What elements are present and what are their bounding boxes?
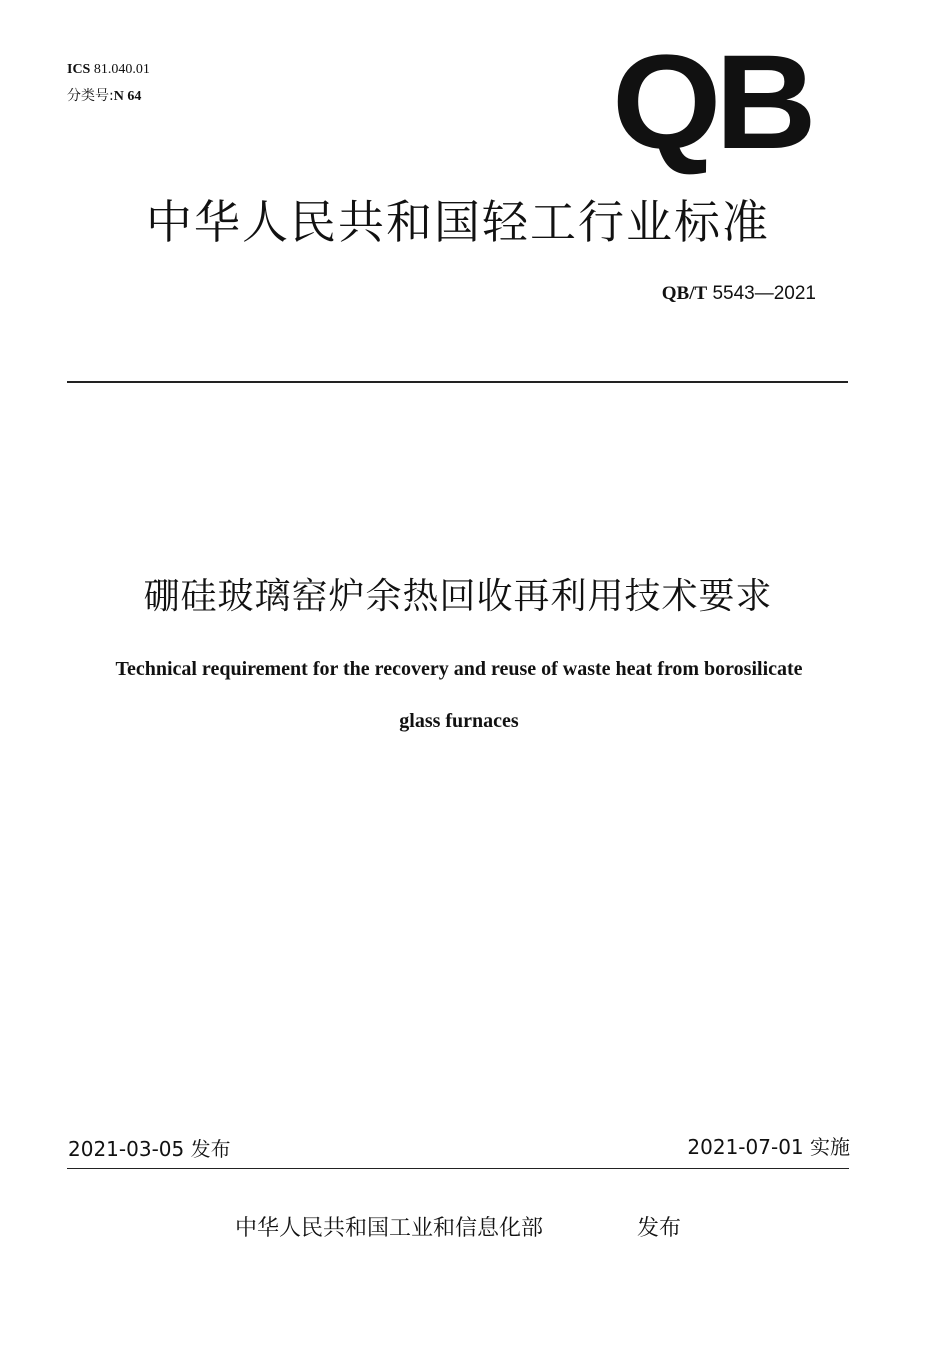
classification-code bbox=[67, 87, 141, 106]
publisher-label: 发布 bbox=[637, 1216, 682, 1241]
top-divider bbox=[67, 381, 848, 383]
issue-date-value: 2021-03-05 bbox=[68, 1137, 185, 1161]
document-title-cn-text: 硼硅玻璃窑炉余热回收再利用技术要求 bbox=[143, 576, 773, 617]
standard-number bbox=[662, 282, 816, 306]
ics-code bbox=[67, 61, 150, 79]
document-title-en-line2: glass furnaces bbox=[399, 710, 519, 732]
implementation-date-value: 2021-07-01 bbox=[687, 1135, 804, 1159]
standard-category-text: 中华人民共和国轻工行业标准 bbox=[146, 195, 770, 249]
implementation-date-label: 实施 bbox=[810, 1135, 850, 1159]
bottom-divider bbox=[67, 1168, 849, 1169]
qb-logo: QB bbox=[612, 28, 811, 177]
document-title-en-line1: Technical requirement for the recovery and reuse of waste heat from borosilicate bbox=[115, 658, 803, 680]
classification-label: 分类号: bbox=[67, 88, 114, 104]
document-title-cn bbox=[0, 574, 950, 620]
issue-date bbox=[68, 1136, 231, 1162]
issue-date-label: 发布 bbox=[190, 1137, 231, 1161]
classification-value: N 64 bbox=[113, 89, 142, 104]
publisher-name: 中华人民共和国工业和信息化部 bbox=[235, 1216, 544, 1241]
standard-category-title bbox=[0, 194, 950, 250]
standard-number-value: 5543—2021 bbox=[712, 283, 816, 304]
ics-value: 81.040.01 bbox=[93, 62, 150, 77]
standard-number-prefix: QB/T bbox=[661, 283, 708, 304]
ics-label: ICS bbox=[67, 62, 91, 77]
implementation-date bbox=[687, 1134, 850, 1160]
